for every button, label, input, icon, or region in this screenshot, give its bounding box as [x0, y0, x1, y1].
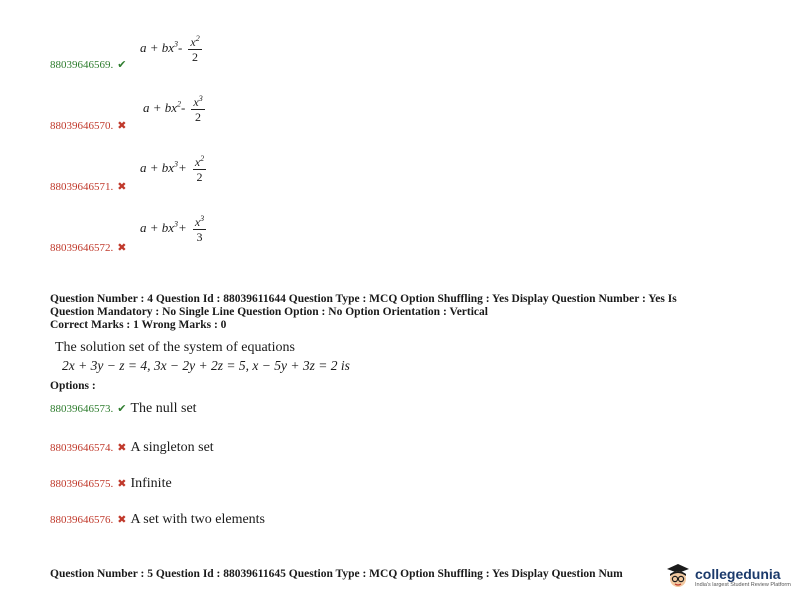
option-id-88039646569: 88039646569. ✔	[50, 59, 127, 71]
option-id-88039646571: 88039646571. ✖	[50, 181, 127, 193]
option-id-88039646570: 88039646570. ✖	[50, 120, 127, 132]
question-stem: The solution set of the system of equations	[55, 340, 295, 355]
cross-icon: ✖	[117, 120, 127, 132]
cross-icon: ✖	[117, 478, 127, 490]
option-row-88039646573: 88039646573. ✔ The null set	[50, 401, 197, 416]
math-option-4: $a + bx^3+$ $\frac{x^3}{3}$	[140, 214, 205, 244]
option-text: Infinite	[130, 476, 172, 491]
cross-icon: ✖	[117, 242, 127, 254]
math-option-3: $a + bx^3+$ $\frac{x^2}{2}$	[140, 154, 205, 184]
collegedunia-logo	[664, 562, 791, 592]
cross-icon: ✖	[117, 514, 127, 526]
option-text: A set with two elements	[130, 512, 266, 527]
question-equations: 2x + 3y − z = 4, 3x − 2y + 2z = 5, x − 5y + 3z = 2 is	[62, 358, 350, 373]
options-label: Options :	[50, 380, 96, 392]
question-5-header: Question Number : 5 Question Id : 88039611645 Question Type : MCQ Option Shuffling : Yes Display Question Num	[50, 568, 623, 580]
option-row-88039646574: 88039646574. ✖ A singleton set	[50, 440, 214, 455]
math-option-1: $a + bx^3-$ $\frac{x^2}{2}$	[140, 34, 200, 64]
option-id-88039646572: 88039646572. ✖	[50, 242, 127, 254]
math-option-2: $a + bx^2-$ $\frac{x^3}{2}$	[143, 94, 203, 124]
cross-icon: ✖	[117, 181, 127, 193]
logo-name: collegedunia	[695, 565, 781, 582]
option-row-88039646575: 88039646575. ✖ Infinite	[50, 476, 172, 491]
logo-tagline: India's largest Student Review Platform	[695, 581, 791, 588]
check-icon: ✔	[117, 59, 127, 71]
option-text: A singleton set	[130, 440, 214, 455]
option-row-88039646576: 88039646576. ✖ A set with two elements	[50, 512, 266, 527]
mascot-icon	[664, 562, 692, 592]
check-icon: ✔	[117, 403, 127, 415]
question-header: Question Number : 4 Question Id : 88039611644 Question Type : MCQ Option Shuffling : Yes Display Question Number : Yes Is Question Mandatory : No Single Line Question Option : No Option Orientation : Vertical Correct Marks : 1 Wrong Marks : 0	[50, 293, 677, 331]
cross-icon: ✖	[117, 442, 127, 454]
option-text: The null set	[130, 401, 197, 416]
